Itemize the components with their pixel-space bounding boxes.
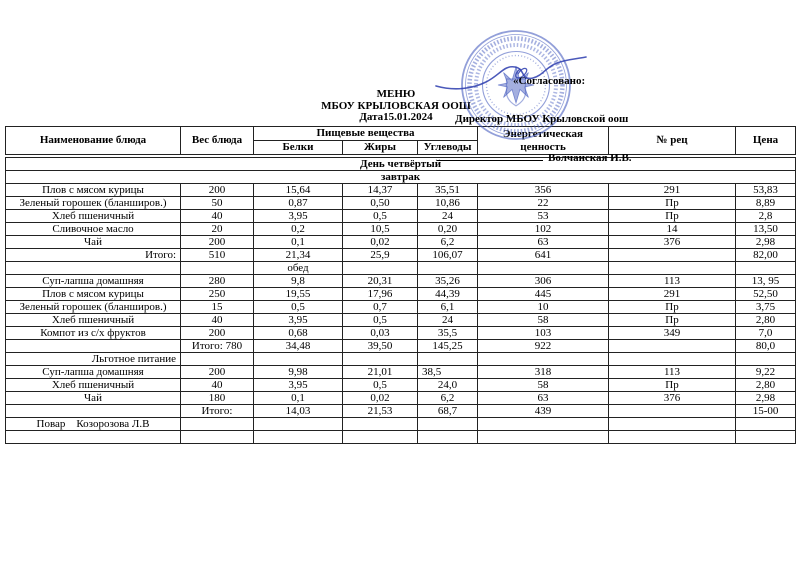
- approval-line-2: Директор МБОУ Крыловской оош: [455, 112, 629, 125]
- table-row: [6, 431, 796, 444]
- table-cell: 24: [418, 210, 478, 223]
- table-row: [6, 366, 796, 379]
- table-cell: 9,22: [736, 366, 796, 379]
- section-row: [6, 171, 796, 184]
- table-cell: 21,34: [254, 249, 343, 262]
- column-header-nutrients: Пищевые вещества: [254, 127, 478, 141]
- table-cell: [254, 418, 343, 431]
- table-cell: 24,0: [418, 379, 478, 392]
- column-header-carbs: Углеводы: [418, 141, 478, 155]
- table-cell: 20: [181, 223, 254, 236]
- table-cell: 103: [478, 327, 609, 340]
- table-cell: 0,5: [343, 379, 418, 392]
- table-cell: 14: [609, 223, 736, 236]
- table-cell: Пр: [609, 210, 736, 223]
- column-header-protein: Белки: [254, 141, 343, 155]
- table-cell: [478, 262, 609, 275]
- table-cell: 80,0: [736, 340, 796, 353]
- table-cell: 10,5: [343, 223, 418, 236]
- table-cell: [6, 262, 181, 275]
- table-cell: 19,55: [254, 288, 343, 301]
- table-cell: [478, 418, 609, 431]
- table-cell: 113: [609, 275, 736, 288]
- table-row: [6, 301, 796, 314]
- table-cell: 3,75: [736, 301, 796, 314]
- table-cell: 58: [478, 379, 609, 392]
- table-cell: 280: [181, 275, 254, 288]
- approval-line-1: «Согласовано:: [513, 75, 586, 87]
- table-cell: Пр: [609, 314, 736, 327]
- table-cell: 0,50: [343, 197, 418, 210]
- table-row: [6, 184, 796, 197]
- table-cell: 641: [478, 249, 609, 262]
- table-cell: 0,20: [418, 223, 478, 236]
- table-row: [6, 314, 796, 327]
- table-cell: 39,50: [343, 340, 418, 353]
- table-cell: [609, 262, 736, 275]
- signature-underline: [437, 151, 543, 161]
- table-row: [6, 275, 796, 288]
- table-cell: [181, 418, 254, 431]
- table-cell: [6, 340, 181, 353]
- menu-table-header: [5, 126, 796, 155]
- table-cell: [736, 418, 796, 431]
- table-cell: [609, 340, 736, 353]
- table-cell: [343, 418, 418, 431]
- table-cell: 35,5: [418, 327, 478, 340]
- table-cell: [181, 262, 254, 275]
- table-cell: [343, 353, 418, 366]
- table-row: [6, 210, 796, 223]
- table-cell: Чай: [6, 236, 181, 249]
- table-cell: Чай: [6, 392, 181, 405]
- table-cell: 15,64: [254, 184, 343, 197]
- table-cell: 40: [181, 379, 254, 392]
- table-cell: 306: [478, 275, 609, 288]
- table-cell: 200: [181, 327, 254, 340]
- table-row: [6, 327, 796, 340]
- table-cell: [736, 353, 796, 366]
- table-cell: [609, 405, 736, 418]
- table-cell: [736, 262, 796, 275]
- table-cell: 63: [478, 392, 609, 405]
- table-cell: 2,8: [736, 210, 796, 223]
- table-cell: Зеленый горошек (бланширов.): [6, 301, 181, 314]
- table-cell: 22: [478, 197, 609, 210]
- table-cell: 24: [418, 314, 478, 327]
- table-row: [6, 405, 796, 418]
- handwritten-signature-icon: [430, 48, 645, 98]
- table-cell: Плов с мясом курицы: [6, 184, 181, 197]
- table-cell: Льготное питание: [6, 353, 181, 366]
- table-cell: Зеленый горошек (бланширов.): [6, 197, 181, 210]
- table-cell: [254, 431, 343, 444]
- column-header-dish: Наименование блюда: [6, 127, 181, 155]
- table-cell: 0,1: [254, 392, 343, 405]
- table-cell: 0,87: [254, 197, 343, 210]
- table-cell: [478, 431, 609, 444]
- doc-date: Дата15.01.2024: [359, 111, 433, 123]
- menu-table-area: [5, 126, 796, 444]
- column-header-recipe: № рец: [609, 127, 736, 155]
- table-cell: 35,26: [418, 275, 478, 288]
- table-cell: 445: [478, 288, 609, 301]
- table-cell: 40: [181, 314, 254, 327]
- approval-signature-row: [437, 150, 632, 165]
- table-cell: 53: [478, 210, 609, 223]
- table-cell: 17,96: [343, 288, 418, 301]
- table-cell: 510: [181, 249, 254, 262]
- column-header-weight: Вес блюда: [181, 127, 254, 155]
- table-cell: 50: [181, 197, 254, 210]
- table-cell: 376: [609, 236, 736, 249]
- table-cell: [181, 353, 254, 366]
- table-cell: 356: [478, 184, 609, 197]
- table-row: [6, 379, 796, 392]
- table-cell: 3,95: [254, 314, 343, 327]
- table-cell: [418, 431, 478, 444]
- table-row: [6, 262, 796, 275]
- table-cell: Компот из с/х фруктов: [6, 327, 181, 340]
- table-cell: 145,25: [418, 340, 478, 353]
- table-cell: Хлеб пшеничный: [6, 379, 181, 392]
- table-cell: [254, 353, 343, 366]
- table-cell: 0,7: [343, 301, 418, 314]
- table-cell: [418, 418, 478, 431]
- table-cell: 13, 95: [736, 275, 796, 288]
- table-cell: 3,95: [254, 210, 343, 223]
- section-row: [6, 158, 796, 171]
- table-cell: 10: [478, 301, 609, 314]
- table-cell: обед: [254, 262, 343, 275]
- table-cell: Суп-лапша домашняя: [6, 366, 181, 379]
- table-cell: Повар Козорозова Л.В: [6, 418, 181, 431]
- table-cell: 6,2: [418, 236, 478, 249]
- table-cell: 318: [478, 366, 609, 379]
- table-cell: 0,2: [254, 223, 343, 236]
- table-cell: Пр: [609, 379, 736, 392]
- table-row: [6, 353, 796, 366]
- table-cell: [343, 262, 418, 275]
- table-cell: 0,02: [343, 392, 418, 405]
- table-cell: 15: [181, 301, 254, 314]
- table-cell: 13,50: [736, 223, 796, 236]
- table-row: [6, 418, 796, 431]
- table-cell: [418, 262, 478, 275]
- table-cell: 52,50: [736, 288, 796, 301]
- column-header-energy: Энергетическая ценность: [478, 127, 609, 155]
- table-cell: 349: [609, 327, 736, 340]
- table-cell: 14,37: [343, 184, 418, 197]
- table-cell: 102: [478, 223, 609, 236]
- table-row: [6, 249, 796, 262]
- table-cell: [609, 418, 736, 431]
- table-cell: Пр: [609, 197, 736, 210]
- table-cell: 68,7: [418, 405, 478, 418]
- table-cell: 0,03: [343, 327, 418, 340]
- table-cell: 2,98: [736, 236, 796, 249]
- table-row: [6, 236, 796, 249]
- table-cell: 0,68: [254, 327, 343, 340]
- table-cell: 7,0: [736, 327, 796, 340]
- table-cell: Суп-лапша домашняя: [6, 275, 181, 288]
- column-header-price: Цена: [736, 127, 796, 155]
- table-cell: 291: [609, 184, 736, 197]
- table-cell: 63: [478, 236, 609, 249]
- table-cell: [343, 431, 418, 444]
- table-cell: 376: [609, 392, 736, 405]
- table-cell: [736, 431, 796, 444]
- table-cell: [418, 353, 478, 366]
- table-cell: [6, 431, 181, 444]
- table-cell: 15-00: [736, 405, 796, 418]
- table-cell: 113: [609, 366, 736, 379]
- table-cell: 9,98: [254, 366, 343, 379]
- org-name: МБОУ КРЫЛОВСКАЯ ООШ: [321, 99, 471, 112]
- table-cell: Хлеб пшеничный: [6, 314, 181, 327]
- table-cell: 35,51: [418, 184, 478, 197]
- table-row: [6, 223, 796, 236]
- table-cell: 21,53: [343, 405, 418, 418]
- table-cell: Итого:: [6, 249, 181, 262]
- table-cell: 10,86: [418, 197, 478, 210]
- table-cell: 922: [478, 340, 609, 353]
- table-cell: 250: [181, 288, 254, 301]
- table-cell: 82,00: [736, 249, 796, 262]
- table-cell: 2,98: [736, 392, 796, 405]
- table-cell: 2,80: [736, 314, 796, 327]
- table-cell: [478, 353, 609, 366]
- doc-title: МЕНЮ: [376, 88, 416, 100]
- table-cell: 0,1: [254, 236, 343, 249]
- table-row: [6, 392, 796, 405]
- table-cell: [609, 353, 736, 366]
- column-header-fat: Жиры: [343, 141, 418, 155]
- table-cell: 14,03: [254, 405, 343, 418]
- table-row: [6, 340, 796, 353]
- table-cell: [181, 431, 254, 444]
- table-cell: 200: [181, 184, 254, 197]
- table-cell: 44,39: [418, 288, 478, 301]
- table-cell: Итого: 780: [181, 340, 254, 353]
- table-cell: 200: [181, 236, 254, 249]
- table-cell: [6, 405, 181, 418]
- table-cell: 6,2: [418, 392, 478, 405]
- table-row: [6, 197, 796, 210]
- table-cell: 58: [478, 314, 609, 327]
- table-cell: 0,02: [343, 236, 418, 249]
- table-cell: Сливочное масло: [6, 223, 181, 236]
- table-cell: 9,8: [254, 275, 343, 288]
- table-cell: Пр: [609, 301, 736, 314]
- table-cell: 21,01: [343, 366, 418, 379]
- table-cell: 40: [181, 210, 254, 223]
- header-row-1: [6, 127, 796, 141]
- table-cell: 106,07: [418, 249, 478, 262]
- table-cell: 291: [609, 288, 736, 301]
- table-cell: 180: [181, 392, 254, 405]
- section-label: завтрак: [6, 171, 796, 184]
- table-row: [6, 288, 796, 301]
- menu-table-body: [5, 157, 796, 444]
- table-cell: 0,5: [343, 210, 418, 223]
- table-cell: 38,5: [418, 366, 478, 379]
- table-cell: [609, 431, 736, 444]
- table-cell: 34,48: [254, 340, 343, 353]
- table-cell: Плов с мясом курицы: [6, 288, 181, 301]
- table-cell: Итого:: [181, 405, 254, 418]
- table-cell: 53,83: [736, 184, 796, 197]
- table-cell: 200: [181, 366, 254, 379]
- title-block: [0, 89, 792, 124]
- table-cell: 25,9: [343, 249, 418, 262]
- table-cell: 20,31: [343, 275, 418, 288]
- table-cell: 0,5: [254, 301, 343, 314]
- table-cell: 3,95: [254, 379, 343, 392]
- table-cell: 2,80: [736, 379, 796, 392]
- table-cell: 0,5: [343, 314, 418, 327]
- approval-director-name: Волчанская И.В.: [548, 152, 632, 164]
- table-cell: [609, 249, 736, 262]
- section-label: День четвёртый: [6, 158, 796, 171]
- table-cell: 439: [478, 405, 609, 418]
- table-cell: Хлеб пшеничный: [6, 210, 181, 223]
- table-cell: 8,89: [736, 197, 796, 210]
- table-cell: 6,1: [418, 301, 478, 314]
